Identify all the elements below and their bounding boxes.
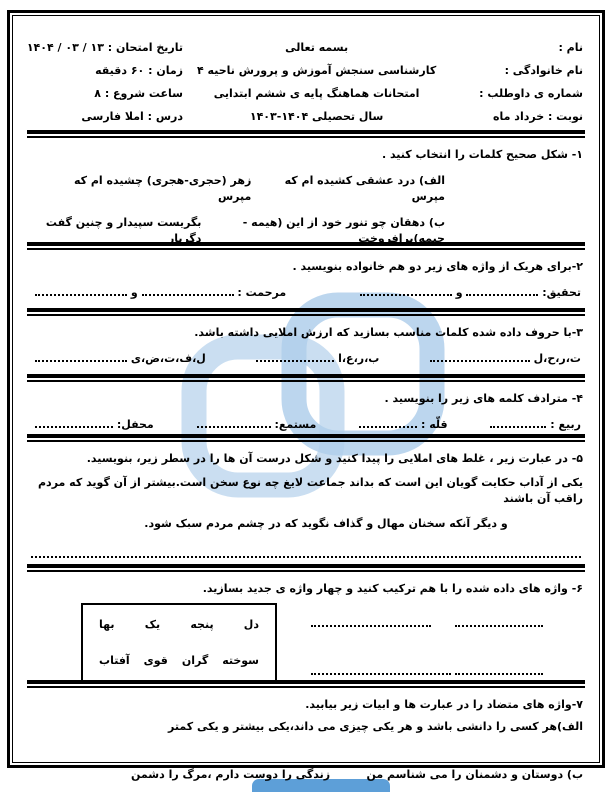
- exam-duration-line: زمان : ۶۰ دقیقه: [95, 64, 183, 77]
- name-field-label: نام :: [558, 41, 583, 54]
- answer-blank: [256, 352, 334, 362]
- exam-term-label: نوبت : خرداد ماه: [493, 110, 583, 123]
- q6-word-box-row-1: [99, 617, 259, 633]
- question-4-title: ۴- مترادف کلمه های زیر را بنویسید .: [384, 392, 583, 405]
- q6-word-box-row-2: [99, 653, 259, 669]
- question-4-items: [29, 417, 583, 433]
- q6-blank-row: [311, 617, 543, 627]
- header-student-fields: [436, 36, 583, 128]
- q6-word: آفتاب: [99, 654, 130, 667]
- answer-blank: [311, 617, 431, 627]
- candidate-number-field-label: شماره ی داوطلب :: [479, 87, 583, 100]
- answer-blank: [455, 617, 543, 627]
- question-4: [27, 382, 585, 434]
- q1b-hemistich-right: ب) دهقان چو تنور خود از این (هیمه - حیمه)برافروخت: [242, 216, 445, 245]
- family-name-field-label: نام خانوادگی :: [504, 64, 583, 77]
- q3-letters-1-label: ت،ر،ح،ل: [533, 352, 581, 365]
- institution-line: کارشناسی سنجش آموزش و پرورش ناحیه ۴: [197, 64, 437, 77]
- question-2: [27, 250, 585, 308]
- q3-letters-3-label: ل،ف،ت،ض،ی: [130, 352, 206, 365]
- question-3-title: ۳-با حروف داده شده کلمات مناسب بسازید که ارزش املایی داشته باشد.: [194, 326, 583, 339]
- q6-word: سوخته: [222, 654, 259, 667]
- question-2-title: ۲-برای هریک از واژه های زیر دو هم خانواده بنویسید .: [292, 260, 583, 273]
- answer-blank: [35, 286, 127, 296]
- q4-word-rabi: [490, 417, 581, 433]
- question-6-title: ۶- واژه های داده شده را با هم ترکیب کنید و چهار واژه ی جدید بسازید.: [202, 582, 583, 595]
- q4-word-mostame: [197, 417, 317, 433]
- q3-letters-1: [430, 351, 581, 367]
- q2-item-tahghigh: [360, 285, 581, 301]
- q6-word: پنجه: [190, 618, 214, 631]
- q2-joiner: و: [455, 286, 463, 299]
- q6-word: یک: [144, 618, 161, 631]
- question-7: [27, 688, 585, 787]
- question-1-option-a: [29, 173, 583, 205]
- q2-item-marhamat: [35, 285, 286, 301]
- q5-passage-line-2: و دیگر آنکه سخنان مهال و گذاف نگوید که در چشم مردم سبک شود.: [144, 517, 508, 530]
- answer-blank: [430, 352, 530, 362]
- question-1-title: ۱- شکل صحیح کلمات را انتخاب کنید .: [381, 148, 583, 161]
- q1a-hemistich-right: الف) درد عشقی کشیده ام که مپرس: [284, 174, 445, 203]
- answer-blank: [311, 665, 451, 675]
- q6-word: قوی: [143, 654, 168, 667]
- section-divider: [27, 242, 585, 250]
- answer-blank: [466, 286, 538, 296]
- question-6-content: [29, 603, 583, 683]
- section-divider: [27, 434, 585, 442]
- q4-word-mahfel: [35, 417, 154, 433]
- question-3-items: [29, 351, 583, 367]
- q1b-hemistich-left: بگریست سپیدار و چنین گفت دگربار: [45, 216, 202, 245]
- section-divider: [27, 130, 585, 138]
- page-border-inner: [12, 15, 600, 781]
- section-divider: [27, 308, 585, 316]
- header-exam-info-block: [26, 36, 197, 128]
- exam-subject-line: درس : املا فارسی: [81, 110, 183, 123]
- q7-item-a: الف)هر کسی را دانشی باشد و هر یکی چیزی می داند،یکی بیشتر و یکی کمتر: [168, 720, 583, 733]
- exam-series-line: امتحانات هماهنگ پایه ی ششم ابتدایی: [213, 87, 420, 100]
- q7b-hemistich-right: ب) دوستان و دشمنان را می شناسم من: [366, 768, 583, 781]
- section-divider: [27, 374, 585, 382]
- answer-line: [31, 548, 581, 558]
- answer-blank: [35, 418, 113, 428]
- q1a-hemistich-left: زهر (حجری-هجری) چشیده ام که مپرس: [73, 174, 252, 203]
- question-6: [27, 572, 585, 680]
- academic-year-line: سال تحصیلی ۱۴۰۴-۱۴۰۳: [249, 110, 384, 123]
- answer-blank: [197, 418, 271, 428]
- q4-word-ghole: [359, 417, 447, 433]
- q6-word: گران: [181, 654, 209, 667]
- question-5: [27, 442, 585, 564]
- page-border-outer: [7, 10, 605, 781]
- q6-word: دل: [243, 618, 259, 631]
- q6-word: بها: [99, 618, 115, 631]
- q3-letters-2: [256, 351, 379, 367]
- exam-start-time-line: ساعت شروع : ۸: [94, 87, 183, 100]
- exam-date-line: تاریخ امتحان : ۱۳ / ۰۳ / ۱۴۰۴: [26, 41, 183, 54]
- q4-word-rabi-label: ربیع :: [550, 418, 581, 431]
- answer-blank: [490, 418, 546, 428]
- q3-letters-2-label: ب،ر،ع،ا: [338, 352, 380, 365]
- question-5-title: ۵- در عبارت زیر ، غلط های املایی را پیدا کنید و شکل درست آن ها را در سطر زیر، بنویسید.: [86, 452, 583, 465]
- answer-blank: [360, 286, 452, 296]
- q4-word-mostame-label: مستمع:: [274, 418, 317, 431]
- q6-answer-blanks: [277, 611, 583, 675]
- question-3: [27, 316, 585, 374]
- question-1: [27, 138, 585, 245]
- besmele-line: بسمه تعالی: [285, 41, 349, 54]
- question-2-items: [29, 285, 583, 301]
- q2-item1-label: تحقیق:: [542, 286, 581, 299]
- answer-blank: [35, 352, 127, 362]
- q4-word-mahfel-label: محفل:: [116, 418, 154, 431]
- question-7-title: ۷-واژه های متضاد را در عبارت ها و ابیات زیر بیابید.: [305, 698, 583, 711]
- section-divider: [27, 564, 585, 572]
- q3-letters-3: [35, 351, 206, 367]
- q5-passage-line-1: یکی از آداب حکایت گویان این است که بداند جماعت لایغ چه نوع سخن است.بیشتر از آن گوید که مردم راقب آن باشند: [37, 476, 583, 505]
- section-divider: [27, 680, 585, 688]
- header-institution-block: [197, 36, 436, 128]
- q2-item2-label: مرحمت :: [237, 286, 287, 299]
- q7-item-b: [29, 767, 583, 783]
- q6-blank-row: [311, 665, 543, 675]
- answer-blank: [455, 665, 543, 675]
- answer-blank: [359, 418, 417, 428]
- q2-joiner: و: [130, 286, 138, 299]
- page-content: [26, 28, 585, 781]
- answer-blank: [142, 286, 234, 296]
- q6-word-box: [81, 603, 277, 683]
- q4-word-ghole-label: قلّه :: [420, 418, 448, 431]
- exam-header: [27, 28, 585, 130]
- q7b-hemistich-left: زندگی را دوست دارم ،مرگ را دشمن: [131, 768, 331, 781]
